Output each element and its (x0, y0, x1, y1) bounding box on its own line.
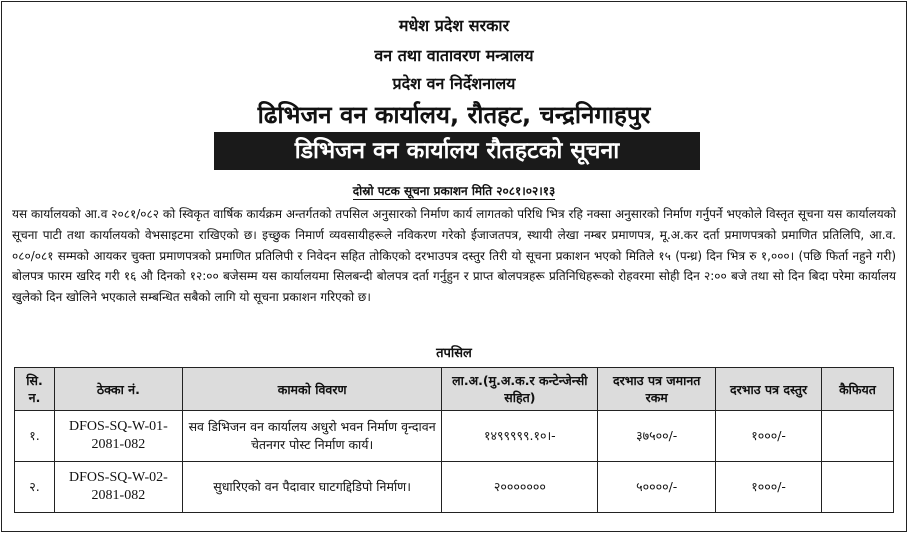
cell-bid-security: ५००००/- (598, 462, 716, 513)
cell-remarks (822, 411, 894, 462)
publication-date-text: दोस्रो पटक सूचना प्रकाशन मिति २०८१।०२।१३ (352, 184, 556, 198)
cell-sn: १. (15, 411, 55, 462)
header-sn: सि. न. (15, 368, 55, 411)
notice-page (1, 1, 907, 532)
notice-body: यस कार्यालयको आ.व २०८१/०८२ को स्विकृत वार्षिक कार्यक्रम अन्तर्गतको तपसिल अनुसारको निर्माण कार्य लागतको परिधि भित्र रहि नक्सा अनुसारको निर्माण गर्नुपर्ने भएकोले विस्तृत सूचना यस कार्यालयको सूचना पाटी तथा कार्यालयको वेभसाइटमा राखिएको छ। इच्छुक निमार्ण व्यवसायीहरूले नविकरण गरेको ईजाजतपत्र, स्थायी लेखा नम्बर प्रमाणपत्र, मू.अ.कर दर्ता प्रमाणपत्रको प्रमाणित प्रतिलिपि, आ.व. ०८०/०८१ सम्मको आयकर चुक्ता प्रमाणपत्रको प्रमाणित प्रतिलिपी र निवेदन सहित तोकिएको दरभाउपत्र दस्तुर तिरी यो सूचना प्रकाशन भएको मितिले १५ (पन्ध्र) दिन भित्र रु १,०००। (पछि फिर्ता नहुने गरी) बोलपत्र फारम खरिद गरी १६ औ दिनको १२:०० बजेसम्म यस कार्यालयमा सिलबन्दी बोलपत्र दर्ता गर्नुहुन र प्राप्त बोलपत्रहरू प्रतिनिधिहरूको रोहवरमा सोही दिन २:०० बजे तथा सो दिन बिदा परेमा कार्यालय खुलेको दिन खोलिने भएकाले सम्बन्धित सबैको लागि यो सूचना प्रकाशन गरिएको छ। (12, 207, 896, 305)
header-bid-fee: दरभाउ पत्र दस्तुर (716, 368, 822, 411)
header-contract: ठेक्का नं. (54, 368, 182, 411)
office-name: ढिभिजन वन कार्यालय, रौतहट, चन्द्रनिगाहपुर (257, 101, 651, 129)
header-bid-security: दरभाउ पत्र जमानत रकम (598, 368, 716, 411)
header-cost: ला.अ.(मु.अ.क.र कन्टेन्जेन्सी सहित) (442, 368, 598, 411)
cell-bid-security: ३७५००/- (598, 411, 716, 462)
header-remarks: कैफियत (822, 368, 894, 411)
cell-bid-fee: १०००/- (716, 411, 822, 462)
cell-sn: २. (15, 462, 55, 513)
cell-contract: DFOS-SQ-W-01-2081-082 (54, 411, 182, 462)
cell-remarks (822, 462, 894, 513)
cell-cost: २००००००० (442, 462, 598, 513)
cell-bid-fee: १०००/- (716, 462, 822, 513)
cell-description: सव डिभिजन वन कार्यालय अधुरो भवन निर्माण वृन्दावन चेतनगर पोस्ट निर्माण कार्य। (182, 411, 442, 462)
government-name: मधेश प्रदेश सरकार (398, 16, 510, 35)
cell-description: सुधारिएको वन पैदावार घाटगद्दिडिपो निर्माण। (182, 462, 442, 513)
header-description: कामको विवरण (182, 368, 442, 411)
ministry-name: वन तथा वातावरण मन्त्रालय (374, 46, 534, 65)
table-row (15, 411, 894, 462)
table-row (15, 462, 894, 513)
tender-table (14, 367, 894, 513)
cell-contract: DFOS-SQ-W-02-2081-082 (54, 462, 182, 513)
notice-title-banner: डिभिजन वन कार्यालय रौतहटको सूचना (214, 132, 700, 170)
directorate-name: प्रदेश वन निर्देशनालय (392, 74, 516, 93)
table-header-row (15, 368, 894, 411)
publication-date (2, 182, 906, 199)
cell-cost: १४९९९९९.१०।- (442, 411, 598, 462)
details-heading: तपसिल (436, 346, 472, 361)
